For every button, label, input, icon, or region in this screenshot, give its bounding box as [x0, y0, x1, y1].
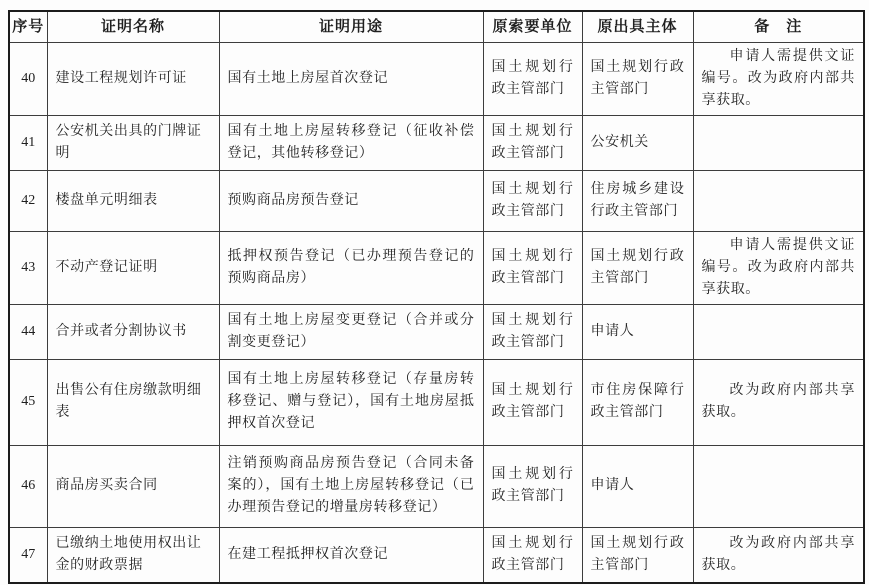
table-row — [9, 42, 864, 115]
column-header-no: 序号 — [9, 11, 47, 42]
cell-no: 45 — [9, 359, 47, 445]
cell-issuer: 公安机关 — [582, 115, 693, 170]
cell-remark: 申请人需提供文证编号。改为政府内部共享获取。 — [693, 42, 864, 115]
table-row — [9, 231, 864, 304]
cell-requester: 国土规划行政主管部门 — [483, 170, 582, 231]
cell-requester: 国土规划行政主管部门 — [483, 445, 582, 527]
column-header-requester: 原索要单位 — [483, 11, 582, 42]
cell-no: 43 — [9, 231, 47, 304]
cell-name: 商品房买卖合同 — [47, 445, 219, 527]
cell-remark — [693, 304, 864, 359]
cell-name: 建设工程规划许可证 — [47, 42, 219, 115]
cell-issuer: 国土规划行政主管部门 — [582, 42, 693, 115]
cell-purpose: 预购商品房预告登记 — [219, 170, 483, 231]
cell-requester: 国土规划行政主管部门 — [483, 359, 582, 445]
cell-no: 46 — [9, 445, 47, 527]
table-row — [9, 445, 864, 527]
table-row — [9, 527, 864, 583]
cell-issuer: 申请人 — [582, 304, 693, 359]
certificate-table — [8, 10, 865, 584]
column-header-issuer: 原出具主体 — [582, 11, 693, 42]
cell-no: 40 — [9, 42, 47, 115]
cell-requester: 国土规划行政主管部门 — [483, 304, 582, 359]
table-row — [9, 115, 864, 170]
cell-requester: 国土规划行政主管部门 — [483, 231, 582, 304]
cell-issuer: 申请人 — [582, 445, 693, 527]
table-row — [9, 304, 864, 359]
cell-issuer: 国土规划行政主管部门 — [582, 527, 693, 583]
cell-purpose: 国有土地上房屋变更登记（合并或分割变更登记） — [219, 304, 483, 359]
cell-remark — [693, 115, 864, 170]
cell-purpose: 在建工程抵押权首次登记 — [219, 527, 483, 583]
cell-name: 不动产登记证明 — [47, 231, 219, 304]
cell-name: 合并或者分割协议书 — [47, 304, 219, 359]
table-body — [9, 42, 864, 583]
cell-issuer: 住房城乡建设行政主管部门 — [582, 170, 693, 231]
table-row — [9, 359, 864, 445]
table-header-row — [9, 11, 864, 42]
cell-no: 42 — [9, 170, 47, 231]
cell-requester: 国土规划行政主管部门 — [483, 527, 582, 583]
cell-no: 41 — [9, 115, 47, 170]
cell-name: 出售公有住房缴款明细表 — [47, 359, 219, 445]
column-header-remark: 备 注 — [693, 11, 864, 42]
table-row — [9, 170, 864, 231]
cell-remark: 改为政府内部共享获取。 — [693, 527, 864, 583]
cell-no: 44 — [9, 304, 47, 359]
cell-name: 公安机关出具的门牌证明 — [47, 115, 219, 170]
cell-remark — [693, 170, 864, 231]
cell-purpose: 国有土地上房屋转移登记（征收补偿登记，其他转移登记） — [219, 115, 483, 170]
cell-purpose: 注销预购商品房预告登记（合同未备案的），国有土地上房屋转移登记（已办理预告登记的增量房转移登记） — [219, 445, 483, 527]
column-header-purpose: 证明用途 — [219, 11, 483, 42]
cell-no: 47 — [9, 527, 47, 583]
cell-remark: 申请人需提供文证编号。改为政府内部共享获取。 — [693, 231, 864, 304]
cell-purpose: 抵押权预告登记（已办理预告登记的预购商品房） — [219, 231, 483, 304]
cell-purpose: 国有土地上房屋首次登记 — [219, 42, 483, 115]
cell-requester: 国土规划行政主管部门 — [483, 42, 582, 115]
cell-issuer: 市住房保障行政主管部门 — [582, 359, 693, 445]
cell-name: 已缴纳土地使用权出让金的财政票据 — [47, 527, 219, 583]
cell-remark: 改为政府内部共享获取。 — [693, 359, 864, 445]
cell-remark — [693, 445, 864, 527]
cell-issuer: 国土规划行政主管部门 — [582, 231, 693, 304]
cell-requester: 国土规划行政主管部门 — [483, 115, 582, 170]
column-header-name: 证明名称 — [47, 11, 219, 42]
cell-purpose: 国有土地上房屋转移登记（存量房转移登记、赠与登记），国有土地房屋抵押权首次登记 — [219, 359, 483, 445]
cell-name: 楼盘单元明细表 — [47, 170, 219, 231]
